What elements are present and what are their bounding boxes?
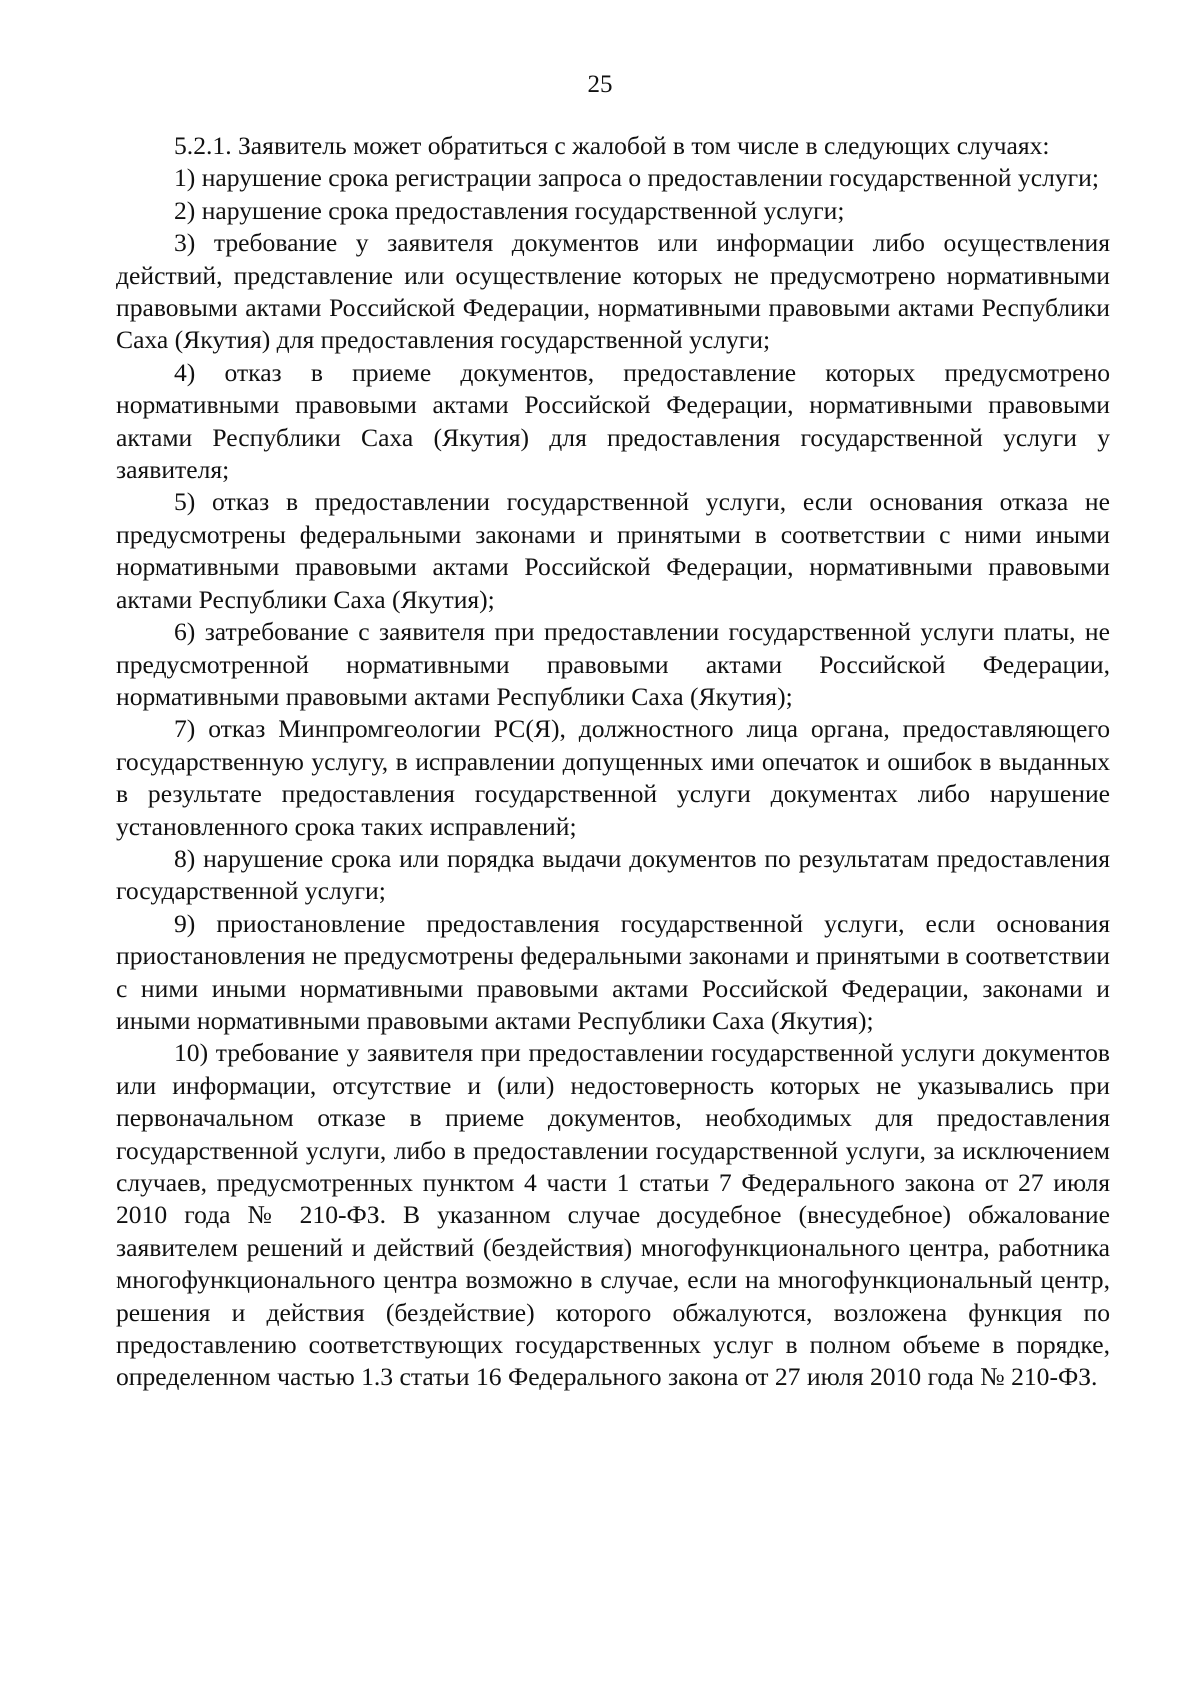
page-number: 25 bbox=[587, 71, 613, 98]
list-item: 5) отказ в предоставлении государственной услуги, если основания отказа не предусмотрены федеральными законами и принятыми в соответствии с ними иными нормативными правовыми актами Российской Федерации, нормативными правовыми актами Республики Саха (Якутия); bbox=[116, 487, 1110, 614]
list-item: 6) затребование с заявителя при предоставлении государственной услуги платы, не предусмотренной нормативными правовыми актами Российской Федерации, нормативными правовыми актами Республики Саха (Якутия); bbox=[116, 617, 1110, 711]
document-body bbox=[116, 130, 1110, 1394]
list-item: 9) приостановление предоставления государственной услуги, если основания приостановления не предусмотрены федеральными законами и принятыми в соответствии с ними иными нормативными правовыми актами Российской Федерации, законами и иными нормативными правовыми актами Республики Саха (Якутия); bbox=[116, 908, 1110, 1035]
list-item: 3) требование у заявителя документов или информации либо осуществления действий, представление или осуществление которых не предусмотрено нормативными правовыми актами Российской Федерации, нормативными правовыми актами Республики Саха (Якутия) для предоставления государственной услуги; bbox=[116, 228, 1110, 355]
list-item: 7) отказ Минпромгеологии РС(Я), должностного лица органа, предоставляющего государственную услугу, в исправлении допущенных ими опечаток и ошибок в выданных в результате предоставления государственной услуги документах либо нарушение установленного срока таких исправлений; bbox=[116, 714, 1110, 841]
list-item: 10) требование у заявителя при предоставлении государственной услуги документов или информации, отсутствие и (или) недостоверность которых не указывались при первоначальном отказе в приеме документов, необходимых для предоставления государственной услуги, либо в предоставлении государственной услуги, за исключением случаев, предусмотренных пунктом 4 части 1 статьи 7 Федерального закона от 27 июля 2010 года № 210-ФЗ. В указанном случае досудебное (внесудебное) обжалование заявителем решений и действий (бездействия) многофункционального центра, работника многофункционального центра возможно в случае, если на многофункциональный центр, решения и действия (бездействие) которого обжалуются, возложена функция по предоставлению соответствующих государственных услуг в полном объеме в порядке, определенном частью 1.3 статьи 16 Федерального закона от 27 июля 2010 года № 210-ФЗ. bbox=[116, 1038, 1110, 1392]
list-item: 8) нарушение срока или порядка выдачи документов по результатам предоставления государственной услуги; bbox=[116, 843, 1110, 906]
list-item: 1) нарушение срока регистрации запроса о предоставлении государственной услуги; bbox=[174, 163, 1099, 193]
list-item: 4) отказ в приеме документов, предоставление которых предусмотрено нормативными правовыми актами Российской Федерации, нормативными правовыми актами Республики Саха (Якутия) для предоставления государственной услуги у заявителя; bbox=[116, 357, 1110, 485]
clause-intro: 5.2.1. Заявитель может обратиться с жалобой в том числе в следующих случаях: bbox=[174, 131, 1050, 160]
list-item: 2) нарушение срока предоставления государственной услуги; bbox=[174, 195, 845, 225]
